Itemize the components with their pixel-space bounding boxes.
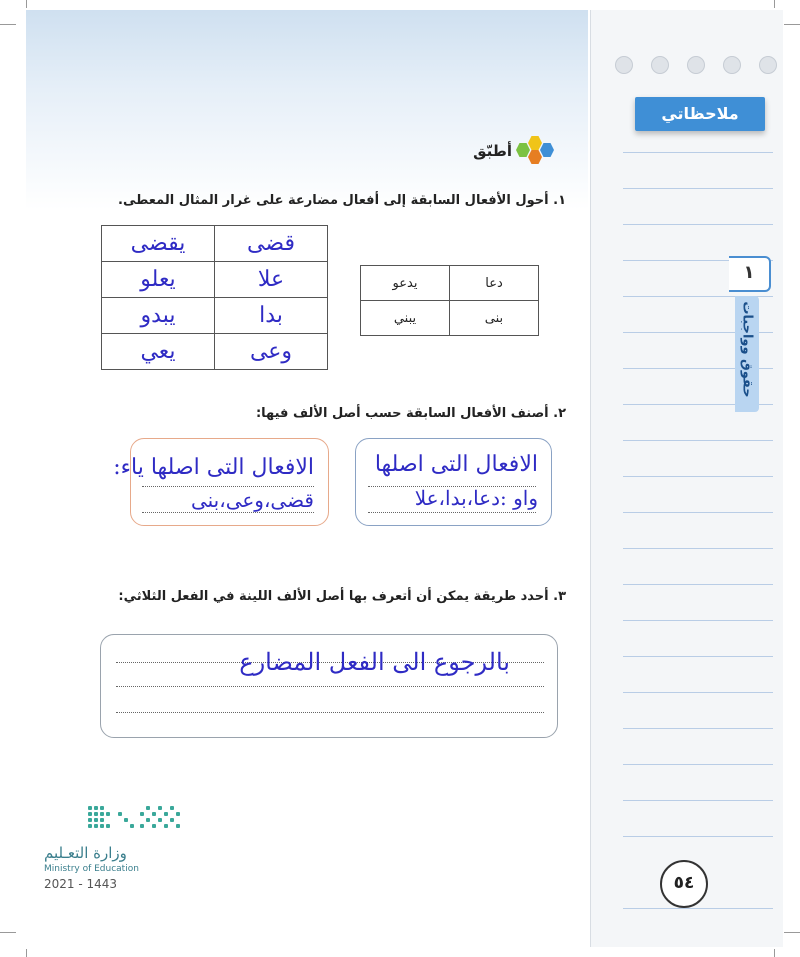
unit-title: حقوق وواجبات xyxy=(739,301,755,398)
waw-answer-line-2: واو :دعا،بدا،علا xyxy=(414,486,538,510)
answer-table xyxy=(101,225,328,370)
question-1: ١. أحول الأفعال السابقة إلى أفعال مضارعة على غرار المثال المعطى. xyxy=(118,193,566,208)
crop-mark xyxy=(0,932,16,933)
question-2: ٢. أصنف الأفعال السابقة حسب أصل الألف فيها: xyxy=(255,406,566,421)
waw-answer-line-1: الافعال التى اصلها xyxy=(374,452,538,477)
note-line xyxy=(623,584,773,585)
note-line xyxy=(623,692,773,693)
unit-number: ١ xyxy=(729,256,771,292)
note-line xyxy=(623,836,773,837)
table-cell[interactable]: علا xyxy=(215,262,328,298)
note-line xyxy=(623,620,773,621)
table-row xyxy=(102,298,328,334)
ya-answer-line-1: الافعال التى اصلها ياء: xyxy=(113,455,314,480)
table-cell[interactable]: يبدو xyxy=(102,298,215,334)
hexagon-icon xyxy=(528,136,542,150)
table-row xyxy=(361,301,539,336)
binder-hole xyxy=(687,56,705,74)
example-table xyxy=(360,265,539,336)
crop-mark xyxy=(784,932,800,933)
answer-3-text: بالرجوع الى الفعل المضارع xyxy=(239,648,510,676)
crop-mark xyxy=(784,24,800,25)
table-cell: يبني xyxy=(361,301,450,336)
binder-hole xyxy=(615,56,633,74)
table-cell[interactable]: بدا xyxy=(215,298,328,334)
binder-hole xyxy=(723,56,741,74)
table-cell: يدعو xyxy=(361,266,450,301)
note-line xyxy=(623,548,773,549)
section-heading xyxy=(460,136,560,166)
crop-mark xyxy=(26,949,27,957)
table-row xyxy=(102,334,328,370)
table-cell[interactable]: يقضى xyxy=(102,226,215,262)
crop-mark xyxy=(774,0,775,8)
heading-label: أطبّق xyxy=(473,142,512,160)
table-row xyxy=(361,266,539,301)
crop-mark xyxy=(0,24,16,25)
table-cell: بنى xyxy=(450,301,539,336)
edition-year: 2021 - 1443 xyxy=(44,877,118,891)
hexagon-icon xyxy=(528,150,542,164)
note-line xyxy=(623,908,773,909)
note-line xyxy=(623,440,773,441)
note-line xyxy=(623,512,773,513)
page-number: ٥٤ xyxy=(660,860,708,908)
ya-answer-line-2: قضى،وعى،بنى xyxy=(190,488,314,512)
note-line xyxy=(623,188,773,189)
ministry-logo xyxy=(44,800,184,890)
dotted-line xyxy=(116,712,544,713)
notes-title: ملاحظاتي xyxy=(635,97,765,131)
table-row xyxy=(102,262,328,298)
unit-title-tab xyxy=(735,296,759,412)
table-cell[interactable]: وعى xyxy=(215,334,328,370)
table-cell[interactable]: يعلو xyxy=(102,262,215,298)
dotted-line xyxy=(142,486,314,487)
table-cell[interactable]: قضى xyxy=(215,226,328,262)
note-line xyxy=(623,764,773,765)
ministry-name-arabic: وزارة التعـليم xyxy=(44,844,127,862)
binder-hole xyxy=(651,56,669,74)
note-line xyxy=(623,800,773,801)
table-cell: دعا xyxy=(450,266,539,301)
crop-mark xyxy=(26,0,27,8)
ministry-name-english: Ministry of Education xyxy=(44,864,139,874)
hexagon-icon xyxy=(516,143,530,157)
dotted-line xyxy=(142,512,314,513)
note-line xyxy=(623,224,773,225)
note-line xyxy=(623,476,773,477)
crop-mark xyxy=(774,949,775,957)
note-line xyxy=(623,728,773,729)
dotted-line xyxy=(368,512,536,513)
notes-column xyxy=(590,10,783,947)
table-row xyxy=(102,226,328,262)
hexagon-icon xyxy=(540,143,554,157)
question-3: ٣. أحدد طريقة يمكن أن أتعرف بها أصل الألف اللينة في الفعل الثلاثي: xyxy=(118,589,566,604)
note-line xyxy=(623,152,773,153)
dotted-line xyxy=(116,686,544,687)
note-line xyxy=(623,656,773,657)
binder-hole xyxy=(759,56,777,74)
table-cell[interactable]: يعي xyxy=(102,334,215,370)
